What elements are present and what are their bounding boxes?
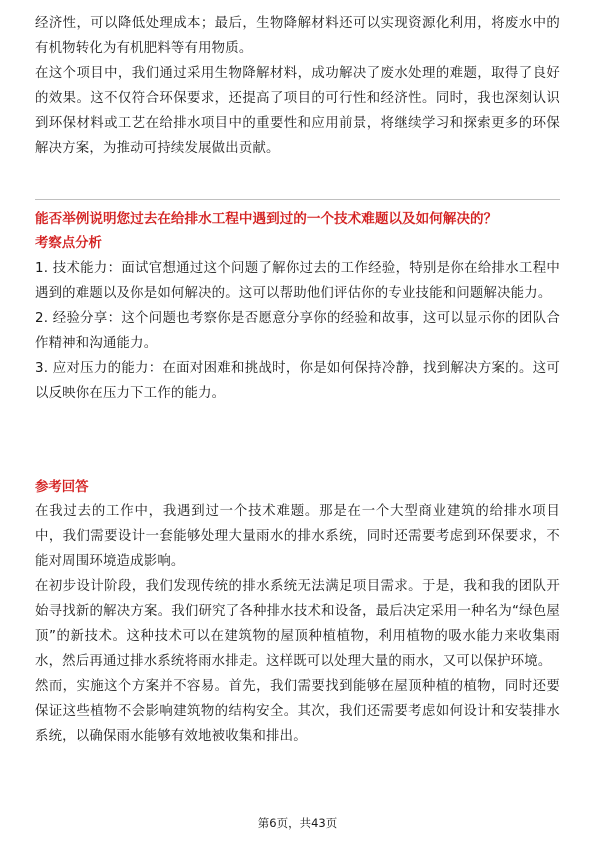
analysis-point-2: 2. 经验分享：这个问题也考察你是否愿意分享你的经验和故事，这可以显示你的团队合作精神和沟通能力。 [35,311,560,351]
answer-paragraph-2: 在初步设计阶段，我们发现传统的排水系统无法满足项目需求。于是，我和我的团队开始寻找新的解决方案。我们研究了各种排水技术和设备，最后决定采用一种名为“绿色屋顶”的新技术。这种技术可以在建筑物的屋顶种植植物，利用植物的吸水能力来收集雨水，然后再通过排水系统将雨水排走。这样既可以处理大量的雨水，又可以保护环境。 [35,579,560,669]
intro-paragraph-2: 在这个项目中，我们通过采用生物降解材料，成功解决了废水处理的难题，取得了良好的效果。这不仅符合环保要求，还提高了项目的可行性和经济性。同时，我也深刻认识到环保材料或工艺在给排水项目中的重要性和应用前景，将继续学习和探索更多的环保解决方案，为推动可持续发展做出贡献。 [35,66,560,156]
answer-section [35,499,560,749]
analysis-point-1: 1. 技术能力：面试官想通过这个问题了解你过去的工作经验，特别是你在给排水工程中遇到的难题以及你是如何解决的。这可以帮助他们评估你的专业技能和问题解决能力。 [35,261,560,301]
answer-heading: 参考回答 [35,480,89,495]
question-title: 能否举例说明您过去在给排水工程中遇到过的一个技术难题以及如何解决的？ [35,211,498,227]
page-number: 第6页，共43页 [257,816,338,830]
analysis-point-3: 3. 应对压力的能力：在面对困难和挑战时，你是如何保持冷静，找到解决方案的。这可以反映你在压力下工作的能力。 [35,361,560,401]
intro-paragraph-1: 经济性，可以降低处理成本；最后，生物降解材料还可以实现资源化利用，将废水中的有机物转化为有机肥料等有用物质。 [35,16,560,56]
intro-section [35,11,560,161]
answer-paragraph-3: 然而，实施这个方案并不容易。首先，我们需要找到能够在屋顶种植的植物，同时还要保证这些植物不会影响建筑物的结构安全。其次，我们还需要考虑如何设计和安装排水系统，以确保雨水能够有效地被收集和排出。 [35,679,560,744]
analysis-heading: 考察点分析 [35,236,102,251]
answer-paragraph-1: 在我过去的工作中，我遇到过一个技术难题。那是在一个大型商业建筑的给排水项目中，我们需要设计一套能够处理大量雨水的排水系统，同时还需要考虑到环保要求，不能对周围环境造成影响。 [35,504,560,569]
analysis-points [35,256,560,406]
section-divider [35,199,560,200]
